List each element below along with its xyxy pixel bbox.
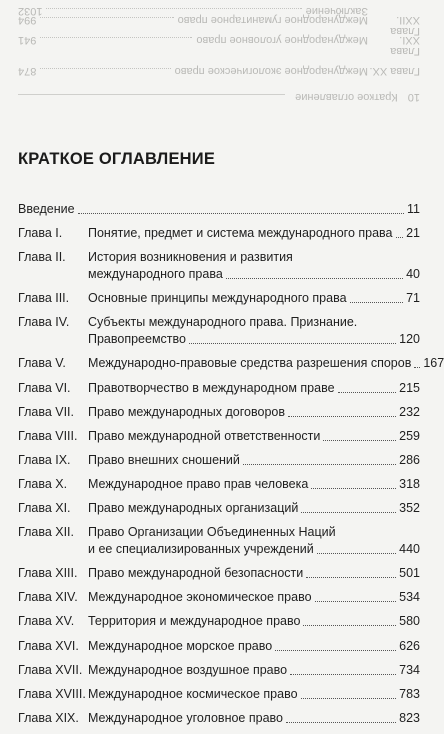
page-title: КРАТКОЕ ОГЛАВЛЕНИЕ xyxy=(18,150,216,168)
toc-entry-body xyxy=(88,225,420,242)
bleed-chapter: Глава XXII. xyxy=(390,14,420,37)
dot-leader xyxy=(306,577,396,578)
toc-entry-line xyxy=(88,613,420,630)
toc-entry-line xyxy=(18,201,420,218)
toc-entry-body xyxy=(88,290,420,307)
toc-chapter-label: Глава IX. xyxy=(18,452,71,467)
toc-chapter-label: Глава VI. xyxy=(18,380,71,395)
toc-page-number: 259 xyxy=(399,428,420,443)
dot-leader xyxy=(350,302,404,303)
dot-leader xyxy=(189,343,396,344)
dot-leader xyxy=(286,722,396,723)
toc-title: Право международной ответственности xyxy=(88,428,321,443)
bleed-line xyxy=(18,65,420,76)
bleed-title: Международное уголовное право xyxy=(196,34,368,46)
toc-title: Правотворчество в международном праве xyxy=(88,380,335,395)
toc-page-number: 167 xyxy=(423,356,444,371)
toc-entry-line xyxy=(88,380,420,397)
toc-title-line2: международного права xyxy=(88,267,223,282)
toc-entry xyxy=(18,613,420,630)
dot-leader xyxy=(315,601,397,602)
toc-intro-label: Введение xyxy=(18,202,75,216)
bleed-title: Заключение xyxy=(305,5,368,17)
toc-title: Право внешних сношений xyxy=(88,452,240,467)
dot-leader xyxy=(414,367,420,368)
bleed-leader xyxy=(46,8,301,9)
toc-entry-line xyxy=(88,404,420,421)
toc-page-number: 215 xyxy=(399,380,420,395)
toc-chapter-label: Глава XIV. xyxy=(18,590,78,605)
toc-title: Международное уголовное право xyxy=(88,710,283,725)
toc-entry xyxy=(18,452,420,469)
toc-entry-line xyxy=(88,331,420,348)
bleed-through-previous-page xyxy=(0,0,438,118)
toc-entry-line xyxy=(88,428,420,445)
toc-page-number: 71 xyxy=(406,291,420,306)
toc-entry-body xyxy=(88,638,420,655)
toc-title: Основные принципы международного права xyxy=(88,291,347,306)
toc-title: Право международных организаций xyxy=(88,501,299,516)
toc-entry xyxy=(18,404,420,421)
toc-entry-body xyxy=(88,249,420,283)
toc-entry-line xyxy=(88,500,420,517)
toc-page-number: 120 xyxy=(399,332,420,347)
toc-chapter-label: Глава I. xyxy=(18,226,63,241)
toc-entry-line xyxy=(88,541,420,558)
toc-page-number: 501 xyxy=(399,566,420,581)
toc-entry-line xyxy=(88,662,420,679)
toc-entry xyxy=(18,710,420,727)
bleed-header-rule xyxy=(18,94,285,102)
toc-title-line2: Правопреемство xyxy=(88,332,186,347)
toc-entry-body xyxy=(88,686,420,703)
toc-entry xyxy=(18,476,420,493)
toc-title: Международное экономическое право xyxy=(88,590,312,605)
toc-entry xyxy=(18,662,420,679)
toc-chapter-label: Глава XIII. xyxy=(18,566,78,581)
toc-page-number: 11 xyxy=(407,202,420,216)
bleed-title: Международное экологическое право xyxy=(174,65,368,77)
toc-entry-body xyxy=(88,404,420,421)
dot-leader xyxy=(303,625,396,626)
dot-leader xyxy=(290,674,396,675)
toc-page-number: 823 xyxy=(399,710,420,725)
toc-title: Международное право прав человека xyxy=(88,476,309,491)
toc-entry xyxy=(18,638,420,655)
toc-chapter-label: Глава XII. xyxy=(18,525,74,540)
bleed-header-page: 10 xyxy=(407,91,420,103)
bleed-line xyxy=(18,5,420,16)
toc-entry-body xyxy=(88,314,420,348)
toc-page-number: 232 xyxy=(399,404,420,419)
dot-leader xyxy=(396,237,404,238)
toc-title: Международное морское право xyxy=(88,638,273,653)
toc-entry-body xyxy=(88,662,420,679)
toc-chapter-label: Глава XIX. xyxy=(18,710,79,725)
toc-title-line1: Право Организации Объединенных Наций xyxy=(88,525,336,540)
toc-chapter-label: Глава VII. xyxy=(18,404,74,419)
toc-entry-body xyxy=(88,500,420,517)
toc-entry-body xyxy=(88,355,444,372)
toc-page-number: 352 xyxy=(399,501,420,516)
bleed-leader xyxy=(40,68,170,69)
toc-entry-body xyxy=(88,524,420,558)
toc-title: Международное космическое право xyxy=(88,686,298,701)
toc-page-number: 440 xyxy=(399,542,420,557)
toc-chapter-label: Глава III. xyxy=(18,291,70,306)
toc-chapter-label: Глава V. xyxy=(18,356,66,371)
toc-entry xyxy=(18,686,420,703)
dot-leader xyxy=(301,698,397,699)
dot-leader xyxy=(275,650,396,651)
toc-title: Территория и международное право xyxy=(88,614,301,629)
toc-page-number: 40 xyxy=(406,267,420,282)
toc-chapter-label: Глава XV. xyxy=(18,614,75,629)
toc-title-line1: История возникновения и развития xyxy=(88,250,293,265)
toc-entry xyxy=(18,355,444,372)
bleed-line xyxy=(18,34,420,56)
toc-entry-line xyxy=(88,355,444,372)
toc-entry-body xyxy=(88,710,420,727)
toc-title-line1: Субъекты международного права. Признание. xyxy=(88,315,358,330)
bleed-leader xyxy=(40,17,173,18)
toc-chapter-label: Глава X. xyxy=(18,476,68,491)
dot-leader xyxy=(323,440,396,441)
toc-chapter-label: Глава XVII. xyxy=(18,662,83,677)
toc-chapter-label: Глава IV. xyxy=(18,315,70,330)
toc-page-number: 734 xyxy=(399,662,420,677)
toc-entry xyxy=(18,380,420,397)
bleed-page: 941 xyxy=(18,34,37,46)
toc-page-number: 318 xyxy=(399,476,420,491)
toc-entry-line xyxy=(88,290,420,307)
toc-title: Международно-правовые средства разрешения споров xyxy=(88,356,412,371)
toc-entry xyxy=(18,589,420,606)
dot-leader xyxy=(78,213,404,214)
toc-entry xyxy=(18,314,420,348)
bleed-chapter: Глава XXI. xyxy=(390,34,420,57)
toc-entry-line xyxy=(88,710,420,727)
toc-entry xyxy=(18,524,420,558)
bleed-page: 874 xyxy=(18,65,37,77)
bleed-header-title: Краткое оглавление xyxy=(295,91,398,103)
toc-page-number: 580 xyxy=(399,614,420,629)
toc-entry-line xyxy=(88,225,420,242)
toc-page-number: 21 xyxy=(406,226,420,241)
bleed-page: 1032 xyxy=(18,5,43,17)
toc-entry xyxy=(18,290,420,307)
toc-entry-body xyxy=(88,380,420,397)
dot-leader xyxy=(338,392,397,393)
toc-page-number: 783 xyxy=(399,686,420,701)
toc-page-number: 534 xyxy=(399,590,420,605)
dot-leader xyxy=(301,512,396,513)
toc-chapter-label: Глава VIII. xyxy=(18,428,78,443)
bleed-line xyxy=(18,14,420,36)
dot-leader xyxy=(317,553,396,554)
toc-chapter-label: Глава XVIII. xyxy=(18,686,86,701)
dot-leader xyxy=(243,464,396,465)
toc-title: Понятие, предмет и система международного права xyxy=(88,226,393,241)
dot-leader xyxy=(288,416,396,417)
toc-chapter-label: Глава XVI. xyxy=(18,638,79,653)
toc-title: Право международных договоров xyxy=(88,404,285,419)
bleed-header xyxy=(18,91,420,102)
toc-chapter-label: Глава II. xyxy=(18,250,66,265)
toc-page-number: 286 xyxy=(399,452,420,467)
bleed-title: Международное гуманитарное право xyxy=(177,14,368,26)
dot-leader xyxy=(311,488,396,489)
toc-chapter-label: Глава XI. xyxy=(18,501,71,516)
dot-leader xyxy=(226,278,403,279)
bleed-chapter: Глава XX. xyxy=(369,65,420,77)
toc-entry-body xyxy=(88,589,420,606)
toc-entry-body xyxy=(88,428,420,445)
toc-entry-body xyxy=(88,452,420,469)
toc-entry xyxy=(18,565,420,582)
toc-entry-line xyxy=(88,589,420,606)
table-of-contents xyxy=(18,201,444,734)
bleed-page: 994 xyxy=(18,14,37,26)
toc-title-line2: и ее специализированных учреждений xyxy=(88,542,314,557)
toc-page-number: 626 xyxy=(399,638,420,653)
toc-entry-line xyxy=(88,686,420,703)
bleed-leader xyxy=(40,37,192,38)
toc-entry-line xyxy=(88,565,420,582)
toc-entry-line xyxy=(88,476,420,493)
toc-entry-line xyxy=(88,638,420,655)
toc-entry-line xyxy=(88,452,420,469)
toc-entry-body xyxy=(88,476,420,493)
toc-entry xyxy=(18,249,420,283)
toc-entry-line xyxy=(88,266,420,283)
toc-entry xyxy=(18,500,420,517)
toc-entry-body xyxy=(88,613,420,630)
toc-entry xyxy=(18,225,420,242)
toc-entry xyxy=(18,428,420,445)
toc-entry xyxy=(18,201,420,218)
toc-title: Право международной безопасности xyxy=(88,566,304,581)
toc-title: Международное воздушное право xyxy=(88,662,288,677)
toc-entry-body xyxy=(88,565,420,582)
